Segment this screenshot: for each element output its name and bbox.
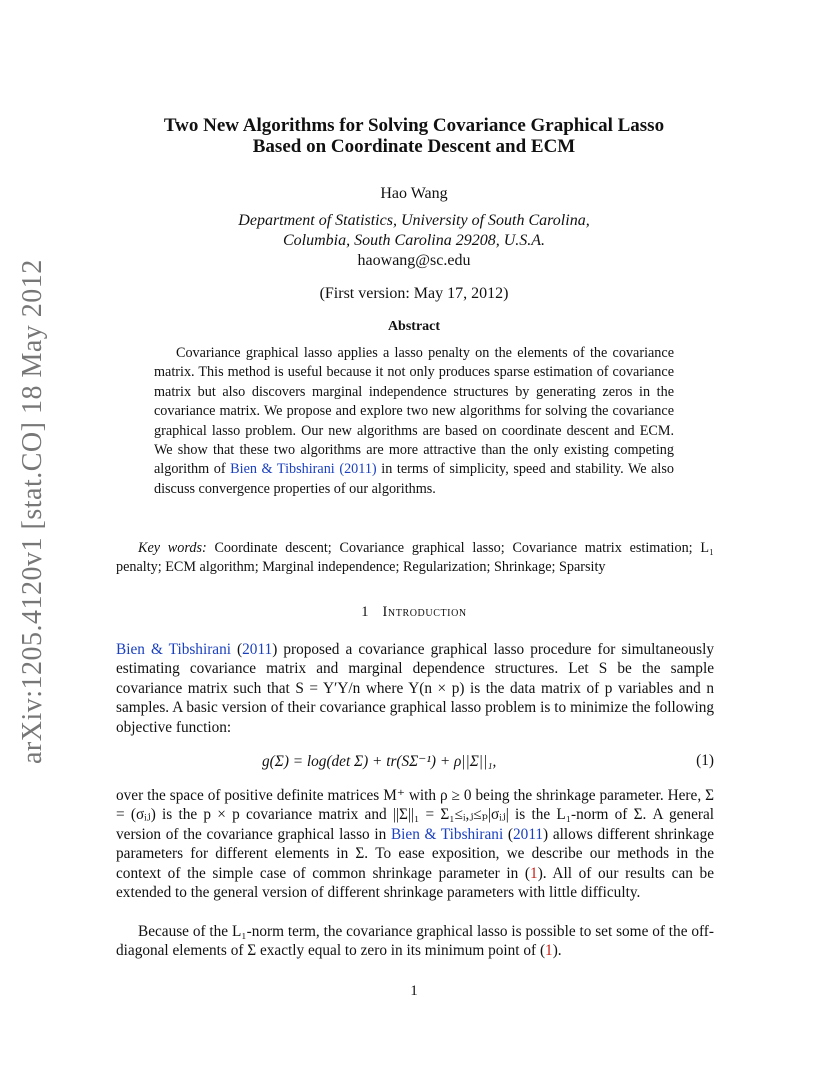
equation-1 <box>116 752 714 774</box>
keywords-label: Key words: <box>138 540 207 556</box>
citation-link[interactable]: Bien & Tibshirani <box>390 825 504 843</box>
equation-number: (1) <box>696 752 714 769</box>
citation-year-link[interactable]: 2011 <box>242 641 273 658</box>
abstract-text-2: in terms of simplicity, speed and stability. We also discuss convergence properties of our algorithms. <box>154 461 674 497</box>
keywords-text: Coordinate descent; Covariance graphical lasso; Covariance matrix estimation; L₁ penalty; ECM algorithm; Marginal independence; Regularization; Shrinkage; Sparsity <box>116 540 714 576</box>
affiliation-line-2: Columbia, South Carolina 29208, U.S.A. <box>282 232 546 249</box>
title-line-2: Based on Coordinate Descent and ECM <box>252 136 576 157</box>
author-email[interactable]: haowang@sc.edu <box>357 252 471 269</box>
intro-p3-text-2: ). <box>552 942 562 960</box>
abstract-text-1: Covariance graphical lasso applies a lasso penalty on the elements of the covariance matrix. This method is useful because it not only produces sparse estimation of covariance matrix but also discovers marginal independence structures by generating zeros in the covariance matrix. We propose and explore two new algorithms for solving the covariance graphical lasso problem. Our new algorithms are based on coordinate descent and ECM. We show that these two algorithms are more attractive than the only existing competing algorithm of <box>154 345 674 478</box>
citation-year-link[interactable]: 2011 <box>513 825 544 843</box>
intro-paragraph-3 <box>116 922 714 961</box>
abstract-heading: Abstract <box>387 319 441 334</box>
section-number: 1 <box>361 604 369 620</box>
title-line-1: Two New Algorithms for Solving Covariance Graphical Lasso <box>163 115 665 136</box>
intro-p1-text: ) proposed a covariance graphical lasso procedure for simultaneously estimating covariance matrix and marginal dependence structures. Let S be the sample covariance matrix such that S = Y′Y/n where Y(n × p) is the data matrix of p variables and n samples. A basic version of their covariance graphical lasso problem is to minimize the following objective function: <box>116 641 715 736</box>
page-number: 1 <box>410 983 418 999</box>
section-heading <box>110 604 718 621</box>
affiliation <box>110 211 718 271</box>
intro-p3-text-1: Because of the L₁-norm term, the covariance graphical lasso is possible to set some of the off-diagonal elements of Σ exactly equal to zero in its minimum point of ( <box>116 923 714 960</box>
paper-title <box>110 115 718 157</box>
equation-ref-link[interactable]: 1 <box>545 942 553 960</box>
section-title: Introduction <box>382 604 467 620</box>
intro-p2-text-3: ). All of our results can be extended to the general version of different shrinkage parameters with little difficulty. <box>116 864 714 902</box>
equation-formula: g(Σ) = log(det Σ) + tr(SΣ⁻¹) + ρ||Σ||₁, <box>262 753 497 770</box>
intro-p2-text-2: ) allows different shrinkage parameters for different elements in Σ. To ease exposition, we describe our methods in the context of the simple case of common shrinkage parameter in ( <box>116 825 715 882</box>
author-name: Hao Wang <box>380 185 448 202</box>
keywords <box>116 539 714 578</box>
arxiv-stamp: arXiv:1205.4120v1 [stat.CO] 18 May 2012 <box>17 259 48 764</box>
intro-paragraph-1: Bien & Tibshirani (2011) proposed a covariance graphical lasso procedure for simultaneously estimating covariance matrix and marginal dependence structures. Let S be the sample covariance matrix such that S = Y′Y/n where Y(n × p) is the data matrix of p variables and n samples. A basic version of their covariance graphical lasso problem is to minimize the following objective function: <box>116 641 715 736</box>
intro-p2-text-1: over the space of positive definite matrices M⁺ with ρ ≥ 0 being the shrinkage parameter. Here, Σ = (σᵢⱼ) is the p × p covariance matrix and ||Σ||₁ = Σ₁≤ᵢ,ⱼ≤ₚ|σᵢⱼ| is the L₁-norm of Σ. A general version of the covariance graphical lasso in <box>116 787 714 843</box>
abstract-body <box>154 344 674 499</box>
citation-link[interactable]: Bien & Tibshirani <box>116 641 231 658</box>
intro-paragraph-2: over the space of positive definite matrices M⁺ with ρ ≥ 0 being the shrinkage parameter. Here, Σ = (σᵢⱼ) is the p × p covariance matrix and ||Σ||₁ = Σ₁≤ᵢ,ⱼ≤ₚ|σᵢⱼ| is the L₁-norm of Σ. A general version of the covariance graphical lasso in Bien & Tibshirani (2011) allows different shrinkage parameters for different elements in Σ. To ease exposition, we describe our methods in the context of the simple case of common shrinkage parameter in (1). All of our results can be extended to the general version of different shrinkage parameters with little difficulty. <box>116 787 715 902</box>
affiliation-line-1: Department of Statistics, University of South Carolina, <box>238 212 590 229</box>
version-note: (First version: May 17, 2012) <box>319 285 509 302</box>
citation-year-link[interactable]: (2011) <box>339 461 377 478</box>
equation-ref-link[interactable]: 1 <box>530 864 538 882</box>
citation-link[interactable]: Bien & Tibshirani <box>230 461 335 478</box>
